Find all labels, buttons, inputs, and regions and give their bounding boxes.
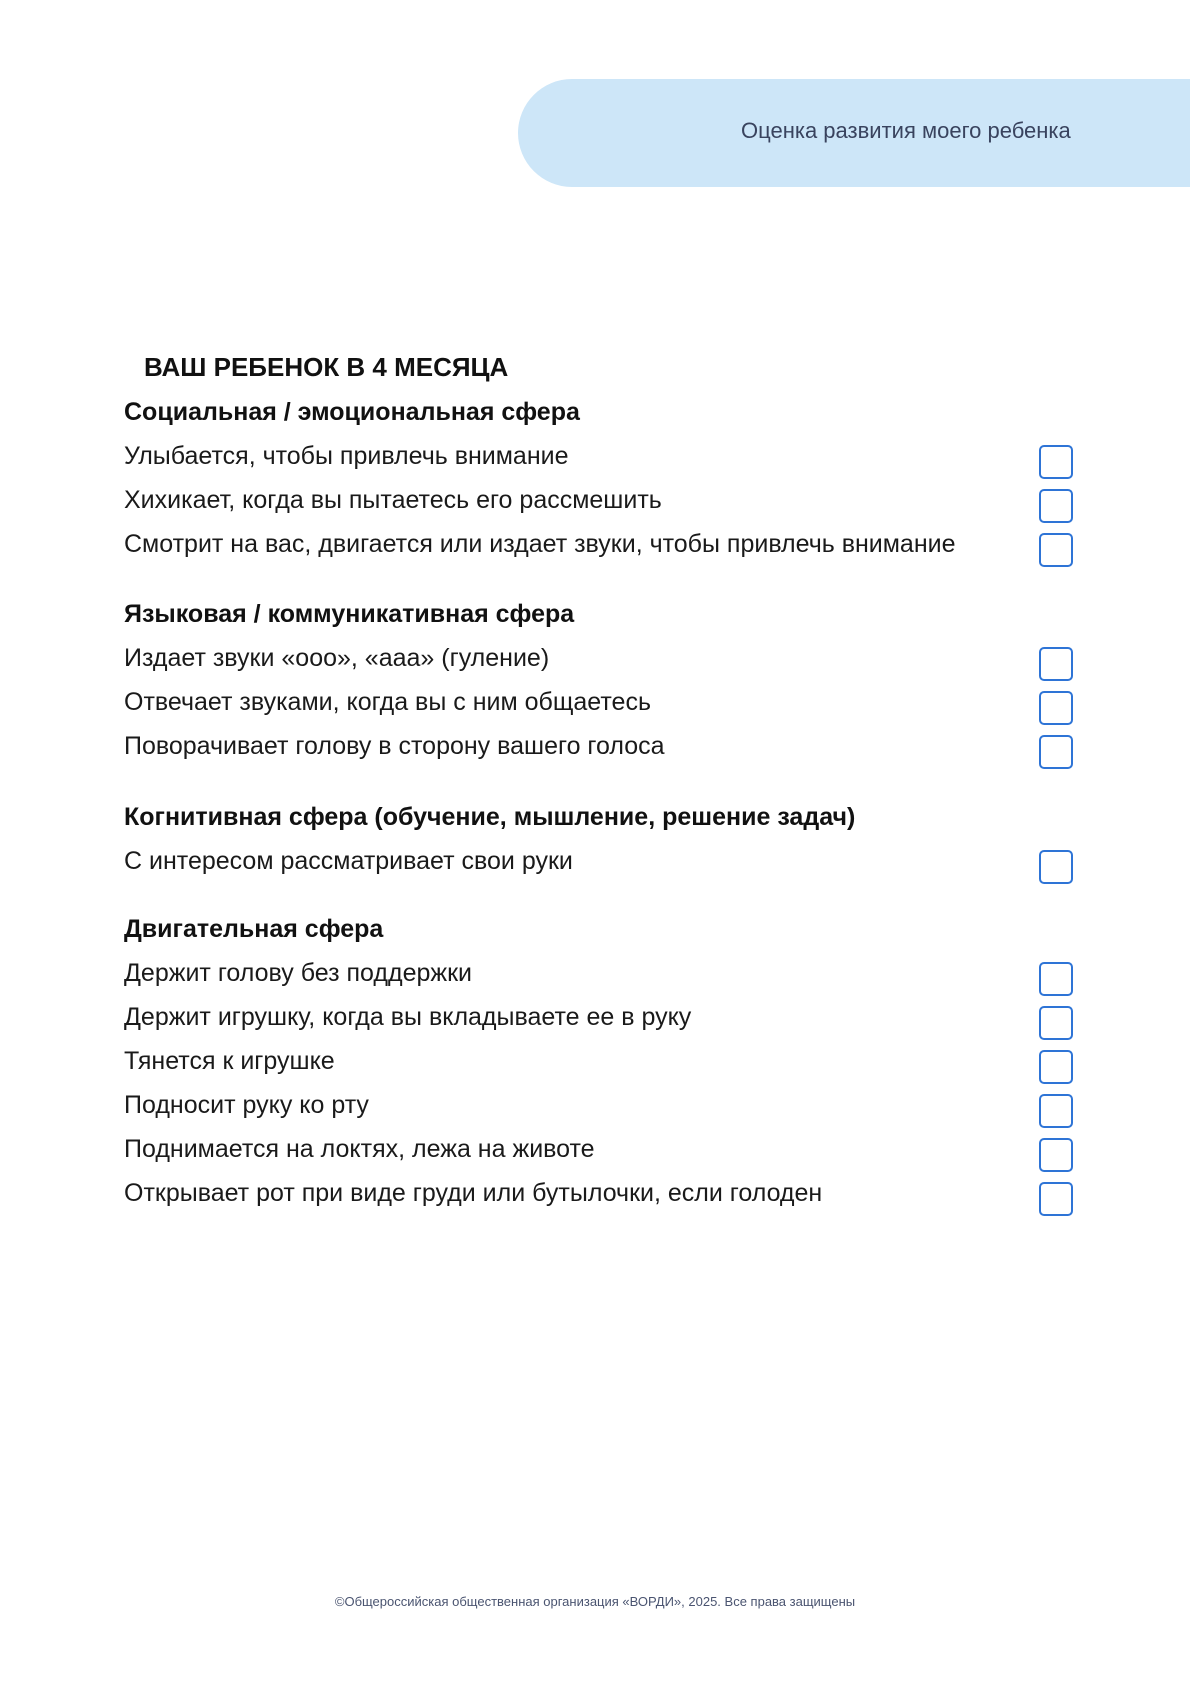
section-language-communication bbox=[124, 598, 1074, 775]
page-title: ВАШ РЕБЕНОК В 4 МЕСЯЦА bbox=[144, 352, 509, 382]
checklist-item bbox=[124, 1002, 1074, 1046]
checklist-item bbox=[124, 1134, 1074, 1178]
checklist-item-label: Подносит руку ко рту bbox=[124, 1091, 369, 1119]
checklist-item bbox=[124, 958, 1074, 1002]
section-title: Социальная / эмоциональная сфера bbox=[124, 398, 580, 426]
checklist-item bbox=[124, 441, 1074, 485]
checkbox[interactable] bbox=[1039, 445, 1073, 479]
checkbox[interactable] bbox=[1039, 1006, 1073, 1040]
checklist-item-label: Поворачивает голову в сторону вашего голоса bbox=[124, 732, 665, 760]
header-title: Оценка развития моего ребенка bbox=[741, 118, 1071, 143]
checklist-item-label: Отвечает звуками, когда вы с ним общаетесь bbox=[124, 688, 651, 716]
checkbox[interactable] bbox=[1039, 1050, 1073, 1084]
checkbox[interactable] bbox=[1039, 1138, 1073, 1172]
checklist-item-label: Держит игрушку, когда вы вкладываете ее в руку bbox=[124, 1003, 692, 1031]
section-title: Двигательная сфера bbox=[124, 915, 384, 943]
checkbox[interactable] bbox=[1039, 489, 1073, 523]
section-cognitive bbox=[124, 801, 1074, 890]
checklist-item bbox=[124, 846, 1074, 890]
checklist-item bbox=[124, 687, 1074, 731]
checklist-item bbox=[124, 1178, 1074, 1222]
checklist-item-label: Держит голову без поддержки bbox=[124, 959, 472, 987]
checklist-item bbox=[124, 529, 1074, 573]
checkbox[interactable] bbox=[1039, 735, 1073, 769]
checklist-item-label: Открывает рот при виде груди или бутылочки, если голоден bbox=[124, 1179, 823, 1207]
checkbox[interactable] bbox=[1039, 850, 1073, 884]
checklist-item-label: Хихикает, когда вы пытаетесь его рассмешить bbox=[124, 486, 662, 514]
checkbox[interactable] bbox=[1039, 533, 1073, 567]
copyright-footer: ©Общероссийская общественная организация «ВОРДИ», 2025. Все права защищены bbox=[334, 1594, 856, 1609]
checklist-item-label: Смотрит на вас, двигается или издает звуки, чтобы привлечь внимание bbox=[124, 530, 956, 558]
checklist-item bbox=[124, 485, 1074, 529]
section-social-emotional bbox=[124, 396, 1074, 573]
checkbox[interactable] bbox=[1039, 1182, 1073, 1216]
checkbox[interactable] bbox=[1039, 1094, 1073, 1128]
section-motor bbox=[124, 913, 1074, 1222]
checklist-item-label: Поднимается на локтях, лежа на животе bbox=[124, 1135, 595, 1163]
checkbox[interactable] bbox=[1039, 962, 1073, 996]
checklist-item-label: Улыбается, чтобы привлечь внимание bbox=[124, 442, 569, 470]
checklist-item-label: Издает звуки «ооо», «ааа» (гуление) bbox=[124, 644, 550, 672]
checklist-item bbox=[124, 643, 1074, 687]
checklist-item bbox=[124, 1090, 1074, 1134]
checkbox[interactable] bbox=[1039, 647, 1073, 681]
checklist-item-label: С интересом рассматривает свои руки bbox=[124, 847, 573, 875]
checklist-item bbox=[124, 1046, 1074, 1090]
section-title: Языковая / коммуникативная сфера bbox=[124, 600, 575, 628]
checkbox[interactable] bbox=[1039, 691, 1073, 725]
checklist-item bbox=[124, 731, 1074, 775]
checklist-item-label: Тянется к игрушке bbox=[124, 1047, 335, 1075]
section-title: Когнитивная сфера (обучение, мышление, решение задач) bbox=[124, 803, 856, 831]
